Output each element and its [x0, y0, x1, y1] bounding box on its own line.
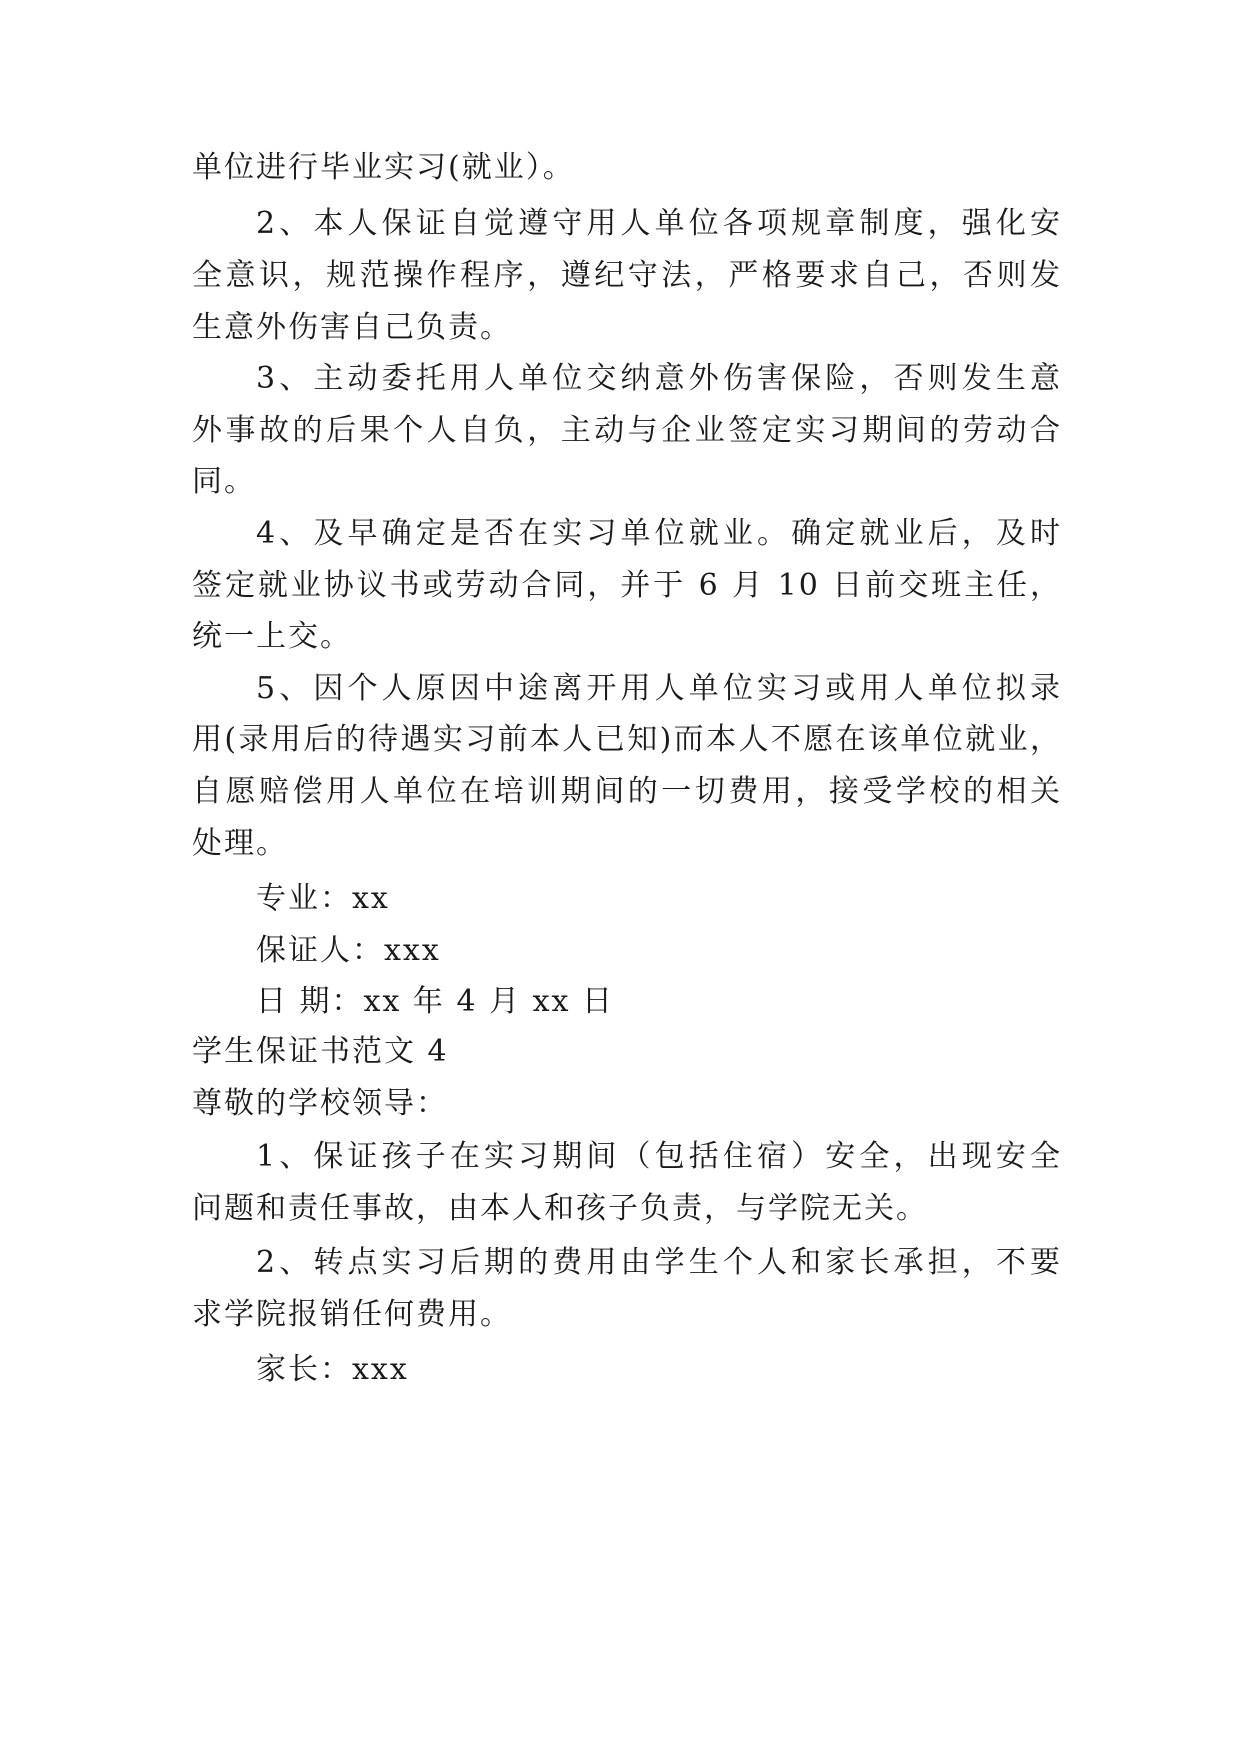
paragraph-line: 统一上交。 — [192, 619, 352, 654]
paragraph-line: 1、保证孩子在实习期间（包括住宿）安全，出现安全 — [256, 1139, 1062, 1174]
paragraph-line: 5、因个人原因中途离开用人单位实习或用人单位拟录 — [256, 671, 1062, 706]
paragraph-line: 求学院报销任何费用。 — [192, 1297, 512, 1332]
section-title: 学生保证书范文 4 — [192, 1034, 449, 1069]
paragraph-line: 4、及早确定是否在实习单位就业。确定就业后，及时 — [256, 516, 1062, 551]
salutation: 尊敬的学校领导： — [192, 1086, 448, 1121]
major-field: 专业：xx — [256, 881, 390, 916]
paragraph-line: 2、本人保证自觉遵守用人单位各项规章制度，强化安 — [256, 206, 1062, 241]
paragraph-line: 2、转点实习后期的费用由学生个人和家长承担，不要 — [256, 1245, 1062, 1280]
paragraph-line: 外事故的后果个人自负，主动与企业签定实习期间的劳动合 — [192, 413, 1062, 448]
paragraph-line: 用(录用后的待遇实习前本人已知)而本人不愿在该单位就业， — [192, 722, 1062, 757]
guarantor-field: 保证人：xxx — [256, 933, 441, 968]
paragraph-line: 3、主动委托用人单位交纳意外伤害保险，否则发生意 — [256, 361, 1062, 396]
paragraph-line: 问题和责任事故，由本人和孩子负责，与学院无关。 — [192, 1191, 928, 1226]
date-field: 日 期：xx 年 4 月 xx 日 — [256, 984, 614, 1019]
paragraph-line: 处理。 — [192, 826, 288, 861]
paragraph-line: 自愿赔偿用人单位在培训期间的一切费用，接受学校的相关 — [192, 774, 1062, 809]
paragraph-line: 同。 — [192, 464, 256, 499]
paragraph-line: 签定就业协议书或劳动合同，并于 6 月 10 日前交班主任， — [192, 568, 1062, 603]
paragraph-line: 生意外伤害自己负责。 — [192, 310, 512, 345]
parent-field: 家长：xxx — [256, 1352, 409, 1387]
paragraph-line: 单位进行毕业实习(就业）。 — [192, 150, 575, 185]
paragraph-line: 全意识，规范操作程序，遵纪守法，严格要求自己，否则发 — [192, 258, 1062, 293]
